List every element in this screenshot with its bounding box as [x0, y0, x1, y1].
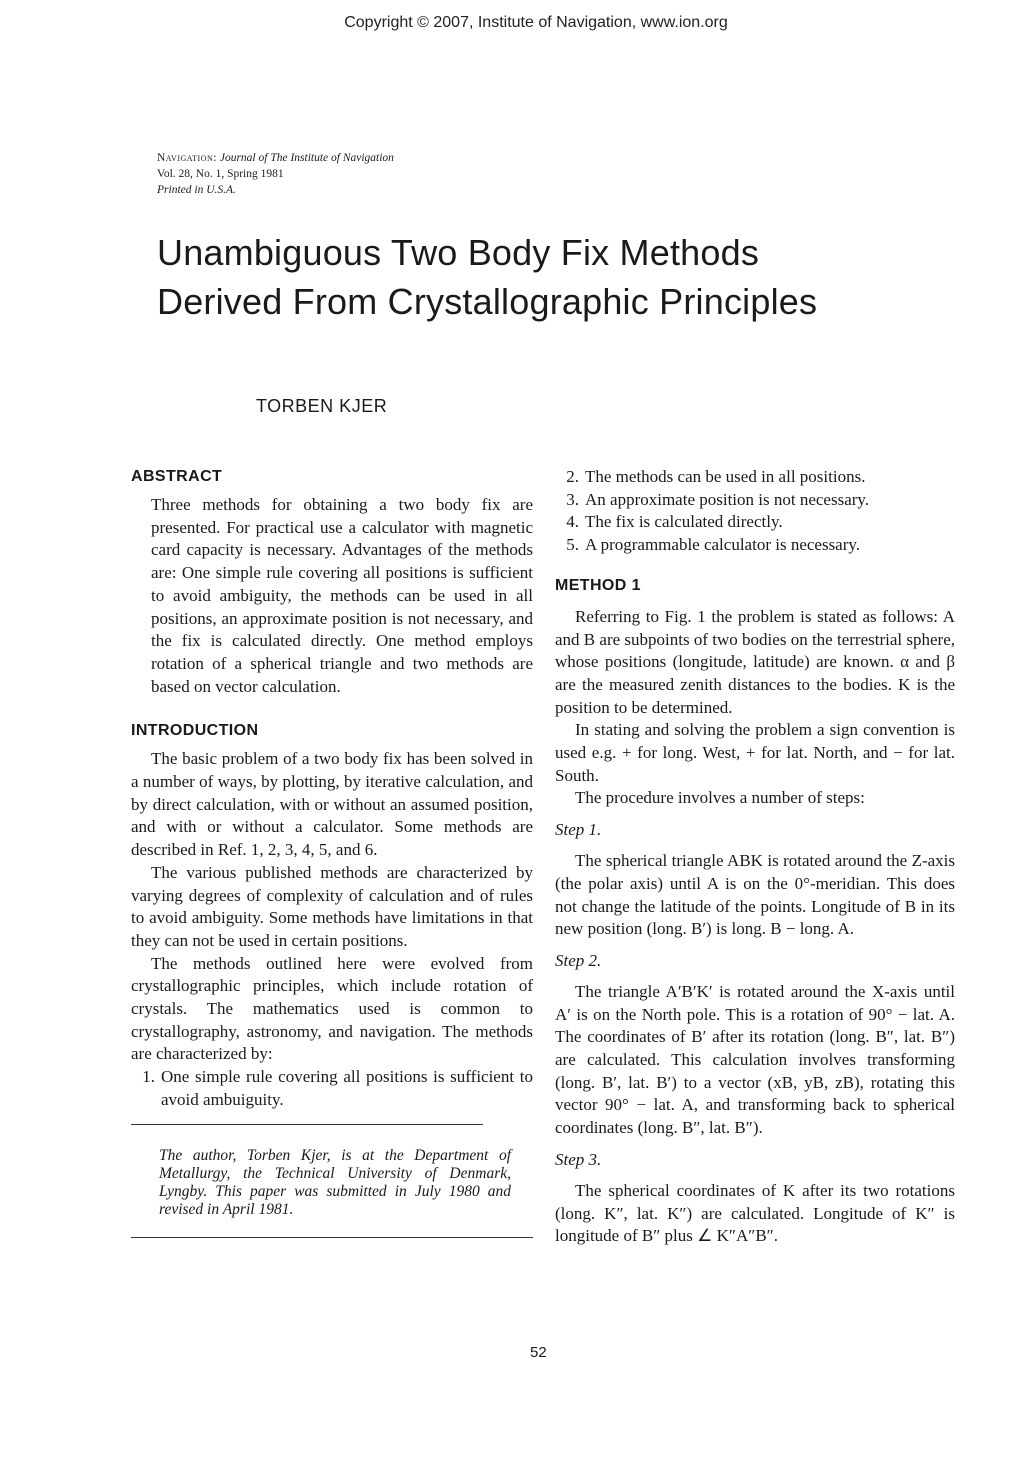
list-item-text: The fix is calculated directly.: [585, 512, 783, 532]
method1-paragraph-1: Referring to Fig. 1 the problem is stated as follows: A and B are subpoints of two bodies on the terrestrial sphere, whose positions (longitude, latitude) are known. α and β are the measured zenith distances to the bodies. K is the position to be determined.: [555, 606, 955, 717]
author-name: TORBEN KJER: [256, 396, 388, 416]
title-line-1: Unambiguous Two Body Fix Methods: [157, 232, 760, 273]
right-column: [555, 466, 955, 1248]
characteristics-list-left: [131, 1066, 533, 1111]
method1-paragraph-3: The procedure involves a number of steps:: [575, 788, 865, 808]
journal-name-italic: Journal of The Institute of Navigation: [219, 152, 394, 164]
list-item: [555, 489, 955, 512]
footnote-divider-bottom: [131, 1237, 533, 1238]
journal-printed: Printed in U.S.A.: [157, 184, 236, 196]
paper-title: [157, 228, 977, 326]
step1-label: Step 1.: [555, 820, 602, 840]
step3-label: Step 3.: [555, 1149, 602, 1169]
characteristics-list-right: [555, 466, 955, 557]
journal-volume: Vol. 28, No. 1, Spring 1981: [157, 168, 284, 180]
list-item: [555, 511, 955, 534]
intro-paragraph-1: The basic problem of a two body fix has been solved in a number of ways, by plotting, by iterative calculation, and by direct calculation, with or without an assumed position, and with or without a calculator. Some methods are described in Ref. 1, 2, 3, 4, 5, and 6.: [131, 749, 533, 860]
abstract-body: Three methods for obtaining a two body fix are presented. For practical use a calculator with magnetic card capacity is necessary. Advantages of the methods are: One simple rule covering all positions is sufficient to avoid ambiguity, the methods can be used in all positions, an approximate position is not necessary, and the fix is calculated directly. One method employs rotation of a spherical triangle and two methods are based on vector calculation.: [151, 495, 533, 696]
page-number: 52: [530, 1344, 547, 1361]
method1-paragraph-2: In stating and solving the problem a sign convention is used e.g. + for long. West, + for lat. North, and − for lat. South.: [555, 720, 955, 785]
list-item: [555, 534, 955, 557]
step2-text: The triangle A′B′K′ is rotated around the X-axis until A′ is on the North pole. This is a rotation of 90° − lat. A. The coordinates of B′ after its rotation (long. B″, lat. B″) are calculated. This calculation involves transforming (long. B′, lat. B′) to a vector (xB, yB, zB), rotating this vector 90° − lat. A, and transforming back to spherical coordinates (long. B″, lat. B″).: [555, 981, 955, 1138]
list-item: [131, 1066, 533, 1111]
list-item-text: An approximate position is not necessary.: [585, 489, 870, 509]
list-item-number: 2.: [566, 467, 579, 486]
copyright-notice: Copyright © 2007, Institute of Navigation, www.ion.org: [344, 14, 728, 31]
list-item-number: 4.: [566, 512, 579, 532]
abstract-heading: ABSTRACT: [131, 468, 223, 485]
list-item-number: 5.: [566, 535, 579, 555]
introduction-heading: INTRODUCTION: [131, 722, 259, 740]
title-line-2: Derived From Crystallographic Principles: [157, 281, 818, 322]
list-item-text: The methods can be used in all positions.: [585, 467, 866, 486]
list-item-text: A programmable calculator is necessary.: [585, 535, 861, 555]
journal-info: [157, 150, 394, 198]
journal-name: [157, 150, 394, 166]
step2-label: Step 2.: [555, 950, 602, 970]
list-item: [555, 466, 955, 489]
step3-text: The spherical coordinates of K after its two rotations (long. K″, lat. K″) are calculated. Longitude of K″ is longitude of B″ plus ∠ K″A″B″.: [555, 1180, 955, 1246]
left-column: [131, 466, 533, 1238]
footnote-divider-top: [131, 1124, 483, 1125]
list-item-text: One simple rule covering all positions is sufficient to avoid ambuiguity.: [161, 1067, 533, 1109]
journal-name-caps: Navigation:: [157, 152, 217, 164]
intro-paragraph-3: The methods outlined here were evolved from crystallographic principles, which include rotation of crystals. The mathematics used is common to crystallography, astronomy, and navigation. The methods are characterized by:: [131, 953, 533, 1064]
step1-text: The spherical triangle ABK is rotated around the Z-axis (the polar axis) until A is on the 0°-meridian. This does not change the latitude of the points. Longitude of B in its new position (long. B′) is long. B − long. A.: [555, 851, 955, 939]
intro-paragraph-2: The various published methods are characterized by varying degrees of complexity of calculation and of rules to avoid ambiguity. Some methods have limitations in that they can not be used in certain positions.: [131, 862, 533, 950]
list-item-number: 3.: [566, 489, 579, 509]
author-footnote: The author, Torben Kjer, is at the Department of Metallurgy, the Technical University of Denmark, Lyngby. This paper was submitted in July 1980 and revised in April 1981.: [159, 1146, 511, 1218]
list-item-number: 1.: [142, 1067, 155, 1087]
method1-heading: METHOD 1: [555, 576, 641, 594]
